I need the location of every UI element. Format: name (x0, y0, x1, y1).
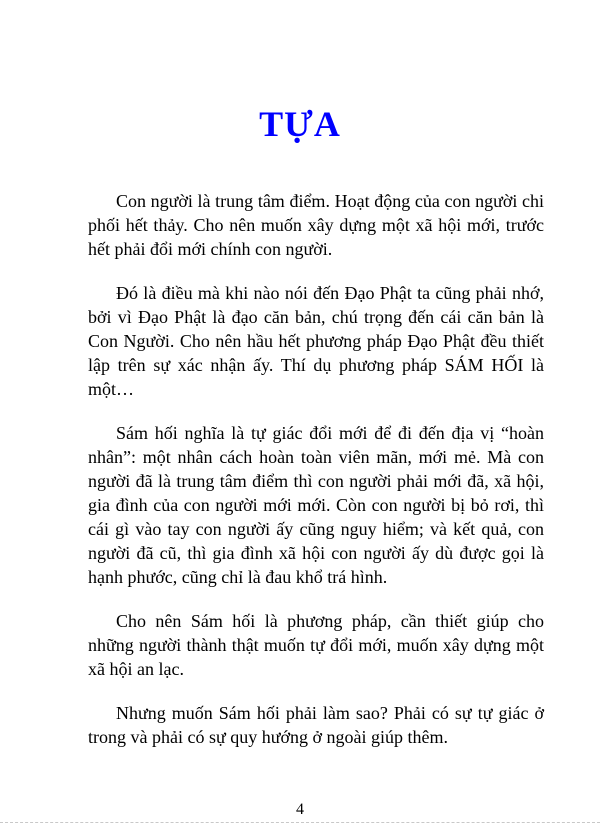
page-title: TỰA (259, 104, 341, 144)
paragraph-3: Sám hối nghĩa là tự giác đổi mới để đi đến địa vị “hoàn nhân”: một nhân cách hoàn toàn viên mãn, mới mẻ. Mà con người đã là trung tâm điểm thì con người phải mới đã, xã hội, gia đình của con người mới mới. Còn con người bị bỏ rơi, thì cái gì vào tay con người ấy cũng nguy hiểm; và kết quả, con người đã cũ, thì gia đình xã hội con người ấy dù được gọi là hạnh phước, cũng chỉ là đau khổ trá hình. (88, 423, 544, 587)
paragraph-1: Con người là trung tâm điểm. Hoạt động của con người chi phối hết thảy. Cho nên muốn xây dựng một xã hội mới, trước hết phải đổi mới chính con người. (88, 191, 544, 259)
page-number: 4 (296, 801, 304, 818)
paragraph-2: Đó là điều mà khi nào nói đến Đạo Phật ta cũng phải nhớ, bởi vì Đạo Phật là đạo căn bản, chú trọng đến cái căn bản là Con Người. Cho nên hầu hết phương pháp Đạo Phật đều thiết lập trên sự xác nhận ấy. Thí dụ phương pháp SÁM HỐI là một… (88, 283, 544, 399)
paragraph-4: Cho nên Sám hối là phương pháp, cần thiết giúp cho những người thành thật muốn tự đổi mới, muốn xây dựng một xã hội an lạc. (88, 611, 544, 679)
page-edge-divider (0, 822, 600, 823)
paragraph-5: Nhưng muốn Sám hối phải làm sao? Phải có sự tự giác ở trong và phải có sự quy hướng ở ngoài giúp thêm. (88, 703, 544, 747)
document-body (88, 189, 544, 749)
